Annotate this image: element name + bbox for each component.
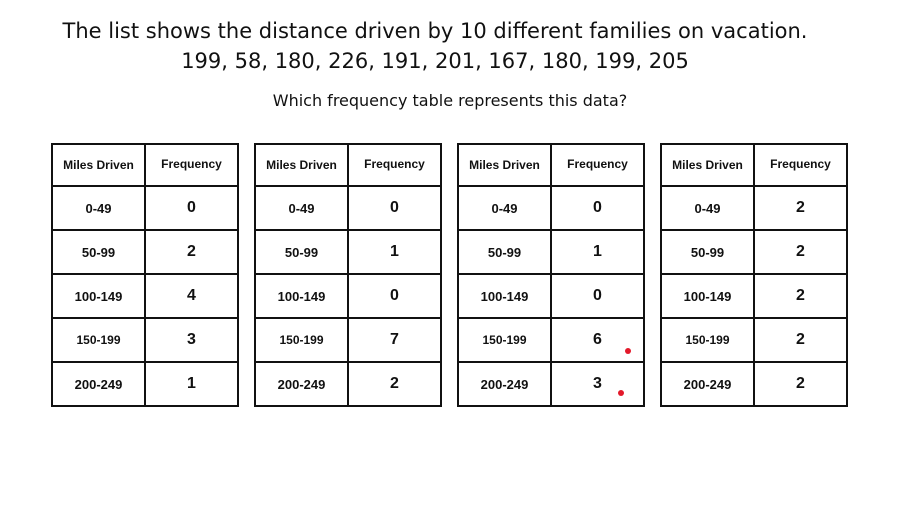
range-cell: 200-249 [52,362,145,406]
count-cell: 0 [348,186,441,230]
count-cell: 3 [551,362,644,406]
range-cell: 50-99 [52,230,145,274]
range-cell: 50-99 [661,230,754,274]
count-cell: 1 [348,230,441,274]
data-list: 199, 58, 180, 226, 191, 201, 167, 180, 199, 205 [181,49,689,73]
count-cell: 7 [348,318,441,362]
count-cell: 2 [754,186,847,230]
red-marker-dot [618,390,624,396]
count-cell: 1 [145,362,238,406]
range-cell: 50-99 [458,230,551,274]
count-cell: 0 [551,186,644,230]
count-cell: 6 [551,318,644,362]
range-cell: 150-199 [661,318,754,362]
count-cell: 2 [754,274,847,318]
count-cell: 2 [145,230,238,274]
frequency-table-option-2[interactable] [254,143,442,407]
header-miles-driven: Miles Driven [255,144,348,186]
frequency-table-option-3[interactable] [457,143,645,407]
count-cell: 1 [551,230,644,274]
red-marker-dot [625,348,631,354]
header-frequency: Frequency [348,144,441,186]
range-cell: 100-149 [52,274,145,318]
range-cell: 200-249 [661,362,754,406]
frequency-table-option-4[interactable] [660,143,848,407]
header-miles-driven: Miles Driven [52,144,145,186]
frequency-table-option-1[interactable] [51,143,239,407]
problem-statement [0,16,870,76]
range-cell: 150-199 [255,318,348,362]
header-miles-driven: Miles Driven [458,144,551,186]
problem-statement-line1: The list shows the distance driven by 10 different families on vacation. [62,19,808,43]
question-text: Which frequency table represents this data? [272,91,628,110]
range-cell: 150-199 [52,318,145,362]
count-cell: 2 [754,318,847,362]
count-cell: 4 [145,274,238,318]
range-cell: 0-49 [458,186,551,230]
header-frequency: Frequency [551,144,644,186]
count-cell: 0 [551,274,644,318]
range-cell: 200-249 [255,362,348,406]
range-cell: 0-49 [661,186,754,230]
range-cell: 200-249 [458,362,551,406]
range-cell: 150-199 [458,318,551,362]
range-cell: 50-99 [255,230,348,274]
count-cell: 0 [145,186,238,230]
header-frequency: Frequency [145,144,238,186]
count-cell: 2 [754,230,847,274]
range-cell: 100-149 [255,274,348,318]
count-cell: 3 [145,318,238,362]
header-miles-driven: Miles Driven [661,144,754,186]
range-cell: 0-49 [255,186,348,230]
count-cell: 2 [348,362,441,406]
count-cell: 0 [348,274,441,318]
range-cell: 0-49 [52,186,145,230]
range-cell: 100-149 [661,274,754,318]
count-cell: 2 [754,362,847,406]
range-cell: 100-149 [458,274,551,318]
header-frequency: Frequency [754,144,847,186]
